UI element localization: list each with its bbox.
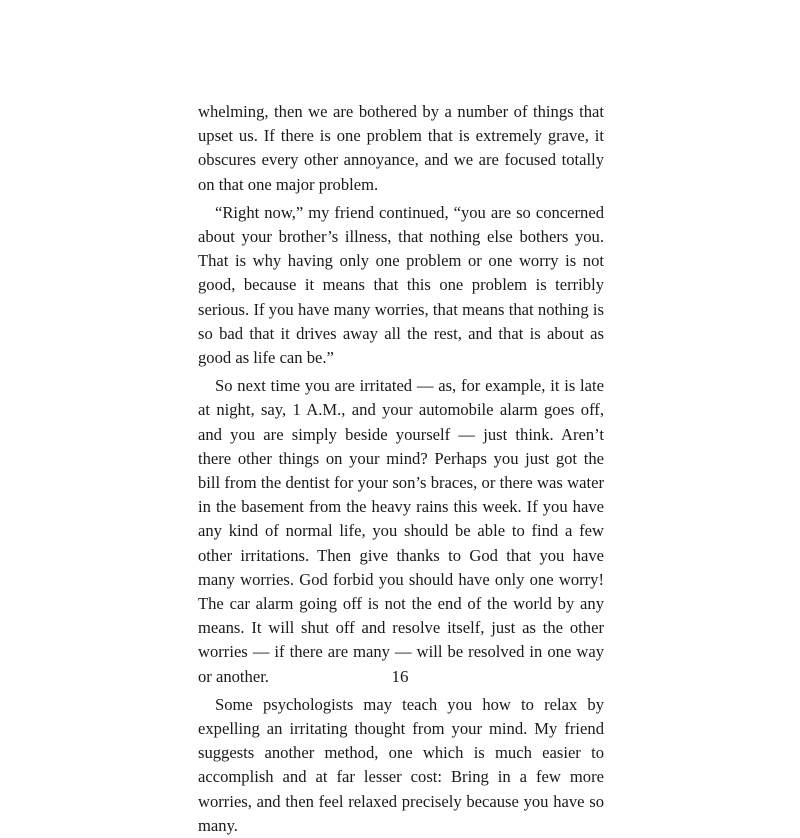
paragraph-car-alarm: So next time you are irritated — as, for example, it is late at night, say, 1 A.M., and your automobile alarm goes off, and you are simply beside yourself — just think. Aren’t there other things on your mind? Perhaps you just got the bill from the dentist for your son’s braces, or there was water in the basement from the heavy rains this week. If you have any kind of normal life, you should be able to find a few other irritations. Then give thanks to God that you have many worries. God forbid you should have only one worry! The car alarm going off is not the end of the world by any means. It will shut off and resolve itself, just as the other worries — if there are many — will be resolved in one way or another. xyxy=(198,376,604,686)
paragraph-friend-quote: “Right now,” my friend continued, “you are so concerned about your brother’s illness, that nothing else bothers you. That is why having only one problem or one worry is not good, because it means that this one problem is terribly serious. If you have many worries, that means that nothing is so bad that it drives away all the rest, and that is about as good as life can be.” xyxy=(198,202,604,368)
paragraph-continued: whelming, then we are bothered by a number of things that upset us. If there is one problem that is extremely grave, it obscures every other annoyance, and we are focused totally on that one major problem. xyxy=(198,102,604,194)
page-number: 16 xyxy=(391,667,409,686)
paragraph-psychologists: Some psychologists may teach you how to relax by expelling an irritating thought from your mind. My friend suggests another method, one which is much easier to accomplish and at far lesser cost: Bring in a few more worries, and then feel relaxed precisely because you have so many. xyxy=(198,694,604,835)
body-text xyxy=(198,100,604,838)
